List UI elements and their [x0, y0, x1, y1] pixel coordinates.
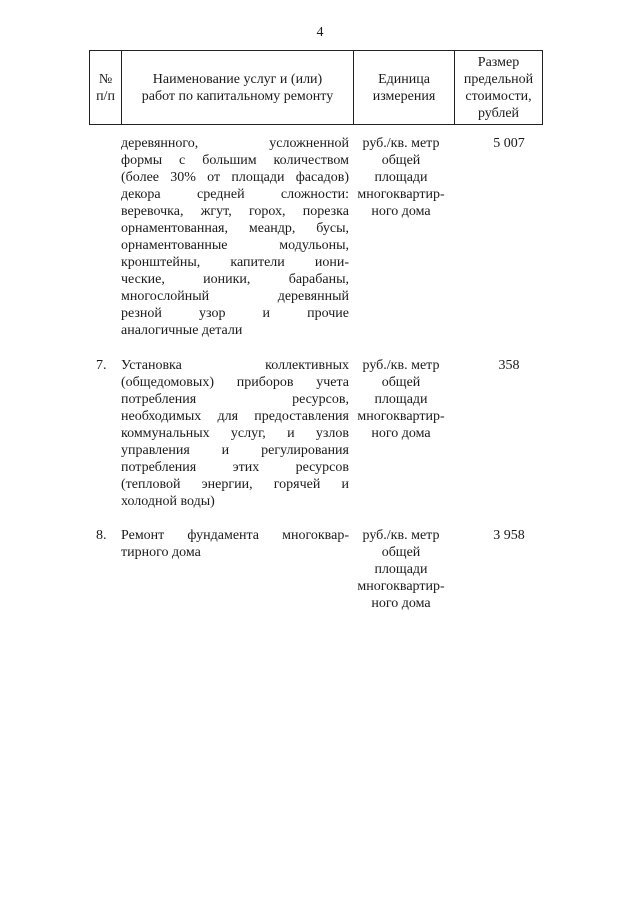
row-price: 358 [498, 358, 520, 373]
row-unit: руб./кв. метр общей площади многоквартир- ного дома [357, 358, 445, 441]
row-number: 7. [96, 358, 107, 373]
header-num-col: № п/п [90, 51, 122, 125]
row-description: Ремонт фундамента многоквар- тирного дома [121, 528, 349, 560]
header-price-col: Размер предельной стоимости, рублей [455, 51, 543, 125]
row-unit: руб./кв. метр общей площади многоквартир- ного дома [357, 528, 445, 611]
row-description: Установка коллективных (общедомовых) приборов учета потребления ресурсов, необходимых для предоставления коммунальных услуг, и узлов управления и регулирования потребления этих ресурсов (тепловой энергии, горячей и холодной воды) [121, 358, 349, 509]
table-header [89, 50, 543, 125]
row-price: 3 958 [493, 528, 525, 543]
header-name-col: Наименование услуг и (или) работ по капитальному ремонту [122, 51, 354, 125]
page-number: 4 [316, 25, 324, 40]
row-description: деревянного, усложненной формы с большим количеством (более 30% от площади фасадов) декора средней сложности: веревочка, жгут, горох, порезка орнаментованная, меандр, бусы, орнаментованные модульоны, кронштейны, капители иони- ческие, ионики, барабаны, многослойный деревянный резной узор и прочие аналогичные детали [121, 136, 349, 338]
row-price: 5 007 [493, 136, 525, 151]
header-unit-col: Единица измерения [354, 51, 455, 125]
row-number: 8. [96, 528, 107, 543]
row-unit: руб./кв. метр общей площади многоквартир- ного дома [357, 136, 445, 219]
